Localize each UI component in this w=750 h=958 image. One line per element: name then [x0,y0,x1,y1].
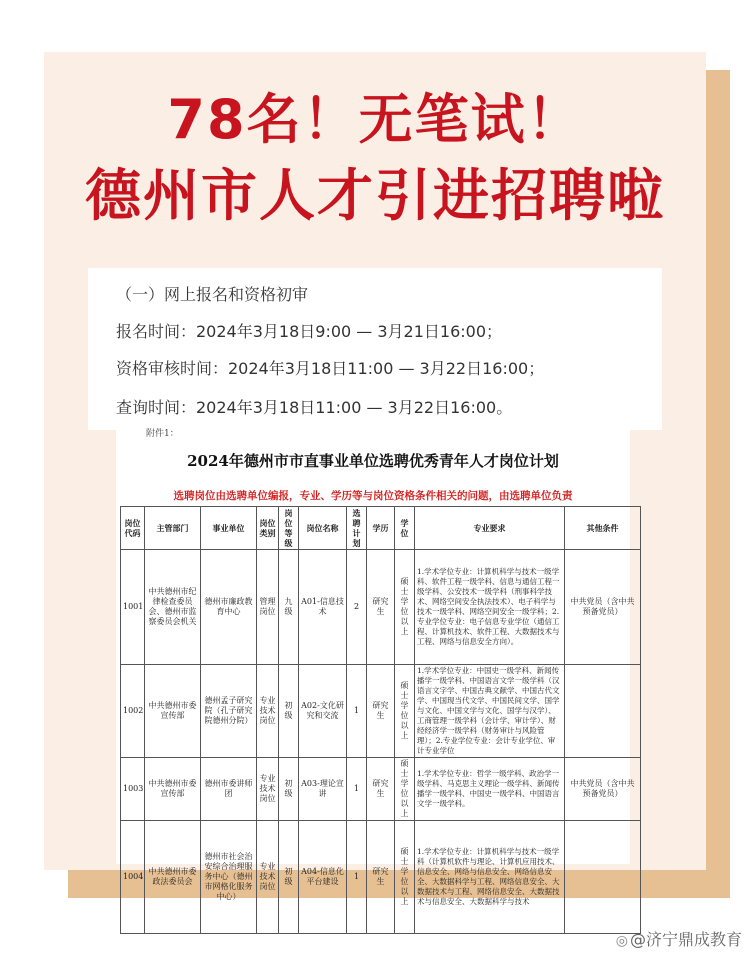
headline-line1: 78名！无笔试！ [167,88,583,151]
cell-category: 专业技术岗位 [257,665,279,758]
cell-code: 1003 [121,758,145,821]
cell-category: 专业技术岗位 [257,821,279,934]
info-section-title: （一）网上报名和资格初审 [116,285,309,304]
table-row [121,821,641,934]
cell-edu: 研究生 [367,821,395,934]
header-degree: 学位 [395,507,415,550]
header-post: 岗位名称 [299,507,347,550]
table-header-row [121,507,641,550]
cell-unit: 德州市委讲师团 [201,758,257,821]
cell-edu: 研究生 [367,550,395,665]
header-dept: 主管部门 [145,507,201,550]
cell-other [565,665,641,758]
cell-other: 中共党员（含中共预备党员） [565,758,641,821]
cell-plan: 1 [347,821,367,934]
cell-plan: 2 [347,550,367,665]
header-other: 其他条件 [565,507,641,550]
cell-grade: 初级 [279,821,299,934]
cell-requirement: 1.学术学位专业：计算机科学与技术一级学科、软件工程一级学科、信息与通信工程一级学科、公安技术一级学科（刑事科学技术、网络空间安全执法技术）、电子科学与技术一级学科、网络空间安全一级学科；2.专业学位专业：电子信息专业学位（通信工程、计算机技术、软件工程、大数据技术与工程、网络与信息安全方向）。 [415,550,565,665]
weibo-watermark [616,927,742,950]
cell-dept: 中共德州市委宣传部 [145,758,201,821]
cell-requirement: 1.学术学位专业：计算机科学与技术一级学科（计算机软件与理论、计算机应用技术、信息安全、网络与信息安全、网络信息安全、大数据科学与工程、网络信息安全、大数据技术与工程、网络信息安全、大数据技术与信息安全、大数据科学与技术 [415,821,565,934]
cell-post: A01-信息技术 [299,550,347,665]
cell-degree: 硕士学位以上 [395,758,415,821]
cell-category: 管理岗位 [257,550,279,665]
cell-unit: 德州孟子研究院（孔子研究院德州分院） [201,665,257,758]
cell-post: A03-理论宣讲 [299,758,347,821]
info-line-review: 资格审核时间：2024年3月18日11:00 — 3月22日16:00； [116,359,545,378]
cell-grade: 九级 [279,550,299,665]
cell-degree: 硕士学位以上 [395,821,415,934]
job-plan-table [120,506,641,934]
header-code: 岗位代码 [121,507,145,550]
cell-plan: 1 [347,758,367,821]
document-title: 2024年德州市市直事业单位选聘优秀青年人才岗位计划 [187,452,559,470]
attachment-label: 附件1： [146,429,179,439]
cell-post: A02-文化研究和交流 [299,665,347,758]
job-plan-document [116,424,635,906]
weibo-icon: ◎ [615,933,628,949]
cell-requirement: 1.学术学位专业：中国史一级学科、新闻传播学一级学科、中国语言文学一级学科（汉语言文字学、中国古典文献学、中国古代文学、中国现当代文学、中国民间文学、国学与文化、中国文学与文化、国学与汉学）、工商管理一级学科（会计学、审计学）、财经经济学一级学科（财务审计与风险管理）；2.专业学位专业：会计专业学位、审计专业学位 [415,665,565,758]
cell-degree: 硕士学位以上 [395,665,415,758]
cell-other [565,821,641,934]
table-row [121,758,641,821]
headline-line2: 德州市人才引进招聘啦 [85,164,665,229]
registration-info-panel [88,268,662,430]
cell-code: 1002 [121,665,145,758]
cell-post: A04-信息化平台建设 [299,821,347,934]
cell-category: 专业技术岗位 [257,758,279,821]
cell-dept: 中共德州市委宣传部 [145,665,201,758]
cell-plan: 1 [347,665,367,758]
table-row [121,550,641,665]
cell-unit: 德州市社会治安综合治理服务中心（德州市网格化服务中心） [201,821,257,934]
cell-grade: 初级 [279,758,299,821]
cell-edu: 研究生 [367,758,395,821]
header-grade: 岗位等级 [279,507,299,550]
cell-dept: 中共德州市委政法委员会 [145,821,201,934]
header-requirement: 专业要求 [415,507,565,550]
cell-other: 中共党员（含中共预备党员） [565,550,641,665]
cell-edu: 研究生 [367,665,395,758]
cell-grade: 初级 [279,665,299,758]
table-row [121,665,641,758]
document-note: 选聘岗位由选聘单位编报，专业、学历等与岗位资格条件相关的问题，由选聘单位负责 [173,490,573,502]
cell-degree: 硕士学位以上 [395,550,415,665]
info-line-query: 查询时间：2024年3月18日11:00 — 3月22日16:00。 [116,398,513,417]
header-edu: 学历 [367,507,395,550]
cell-code: 1001 [121,550,145,665]
info-line-registration: 报名时间：2024年3月18日9:00 — 3月21日16:00； [116,322,503,341]
cell-unit: 德州市廉政教育中心 [201,550,257,665]
cell-requirement: 1.学术学位专业：哲学一级学科、政治学一级学科、马克思主义理论一级学科、新闻传播学一级学科、中国史一级学科、中国语言文学一级学科。 [415,758,565,821]
header-plan: 选聘计划 [347,507,367,550]
cell-dept: 中共德州市纪律检查委员会、德州市监察委员会机关 [145,550,201,665]
header-category: 岗位类别 [257,507,279,550]
header-unit: 事业单位 [201,507,257,550]
watermark-text: @济宁鼎成教育 [629,930,742,949]
cell-code: 1004 [121,821,145,934]
